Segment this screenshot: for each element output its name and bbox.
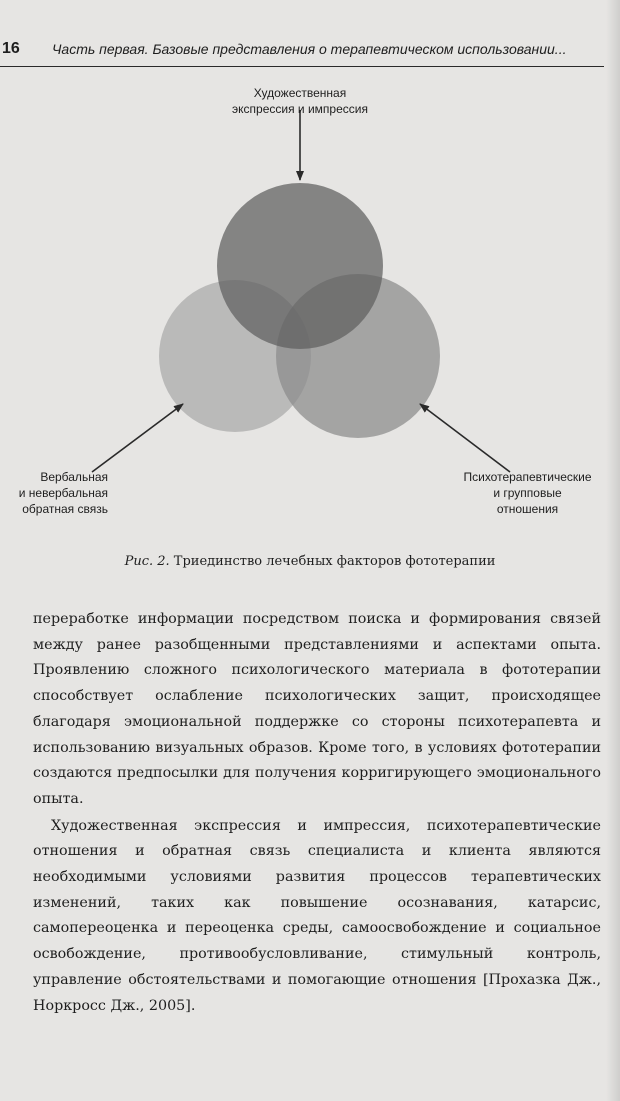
label-left-line-3: обратная связь: [22, 502, 108, 516]
figure-caption-prefix: Рис. 2.: [124, 554, 170, 569]
body-text: [33, 607, 601, 1019]
figure-venn-diagram: [0, 70, 620, 610]
label-top-line-1: Художественная: [253, 86, 347, 100]
label-left-line-2: и невербальная: [18, 486, 108, 500]
label-right-line-2: и групповые: [493, 486, 562, 500]
circle-top: [217, 183, 383, 349]
arrow-left: [92, 404, 183, 472]
running-head: Часть первая. Базовые представления о терапевтическом использовании...: [52, 41, 567, 57]
paragraph-1: переработке информации посредством поиска и формирования связей между ранее разобщенными представлениями и аспектами опыта. Проявлению сложного психологического материала в фототерапии способствует ослабление психологических защит, происходящее благодаря эмоциональной поддержке со стороны психотерапевта и использованию визуальных образов. Кроме того, в условиях фототерапии создаются предпосылки для получения корригирующего эмоционального опыта.: [33, 611, 601, 807]
label-psychotherapeutic-relations: [455, 469, 600, 517]
label-artistic-expression: [220, 85, 380, 117]
label-right-line-1: Психотерапевтические: [463, 470, 592, 484]
arrow-right: [420, 404, 510, 472]
paragraph-2: Художественная экспрессия и импрессия, психотерапевтические отношения и обратная связь специалиста и клиента являются необходимыми условиями развития процессов терапевтических изменений, таких как повышение осознавания, катарсис, самопереоценка и переоценка среды, самоосвобождение и социальное освобождение, противообусловливание, стимульный контроль, управление обстоятельствами и помогающие отношения [Прохазка Дж., Норкросс Дж., 2005].: [33, 817, 601, 1014]
label-left-line-1: Вербальная: [40, 470, 108, 484]
page-number: 16: [2, 40, 20, 57]
label-right-line-3: отношения: [496, 502, 559, 516]
figure-caption: [0, 554, 620, 569]
label-top-line-2: экспрессия и импрессия: [232, 102, 368, 116]
figure-caption-text: Триединство лечебных факторов фототерапии: [173, 554, 496, 569]
label-verbal-feedback: [0, 469, 108, 517]
header-rule: [0, 66, 604, 67]
